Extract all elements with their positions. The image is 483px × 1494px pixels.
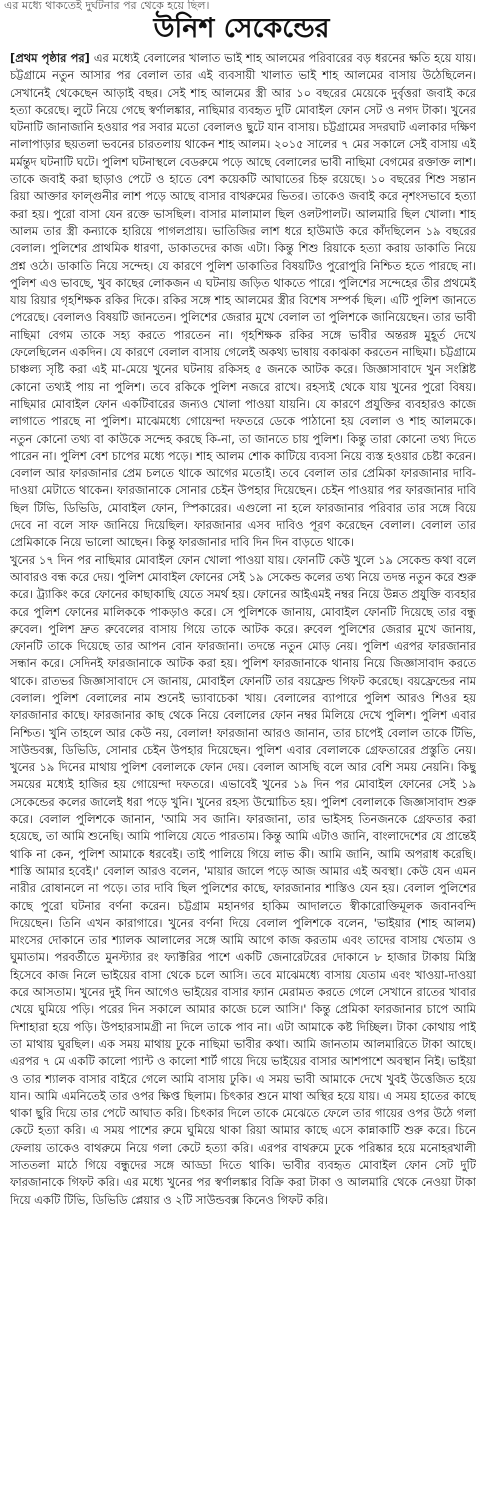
headline: উনিশ সেকেন্ডের [153, 13, 330, 44]
article-paragraph [10, 552, 476, 1209]
article-body [10, 50, 476, 1490]
paragraph-text: এর মধ্যেই বেলালের খালাত ভাই শাহ আলমের পরিবারের বড় ধরনের ক্ষতি হয়ে যায়। চট্টগ্রামে নতুন আসার পর বেলাল তার এই ব্যবসায়ী খালাত ভাই শাহ আলমের বাসায় উঠেছিলেন। সেখানেই থেকেছেন আড়াই বছর। সেই শাহ আলমের স্ত্রী আর ১০ বছরের মেয়েকে দুর্বৃত্তরা জবাই করে হত্যা করেছে। লুটে নিয়ে গেছে স্বর্ণালঙ্কার, নাছিমার ব্যবহৃত দুটি মোবাইল ফোন সেট ও নগদ টাকা। খুনের ঘটনাটি জানাজানি হওয়ার পর সবার মতো বেলালও ছুটে যান বাসায়। চট্টগ্রামের সদরঘাট এলাকার দক্ষিণ নালাপাড়ার ছয়তলা ভবনের চারতলায় থাকেন শাহ আলম। ২০১৫ সালের ৭ মের সকালে সেই বাসায় এই মর্মন্তুদ ঘটনাটি ঘটে। পুলিশ ঘটনাস্থলে বেডরুমে পড়ে আছে বেলালের ভাবী নাছিমা বেগমের রক্তাক্ত লাশ। তাকে জবাই করা ছাড়াও পেটে ও হাতে বেশ কয়েকটি আঘাতের চিহ্ন রয়েছে। ১০ বছরের শিশু সন্তান রিয়া আক্তার ফাল্গুনীর লাশ পড়ে আছে বাসার বাথরুমের ভিতর। তাকেও জবাই করে নৃশংসভাবে হত্যা করা হয়। পুরো বাসা যেন রক্তে ভাসছিল। বাসার মালামাল ছিল ওলটপালট। আলমারি ছিল খোলা। শাহ আলম তার স্ত্রী কন্যাকে হারিয়ে পাগলপ্রায়। ভাতিজির লাশ ধরে হাউমাউ করে কাঁদছিলেন ১৯ বছরের বেলাল। পুলিশের প্রাথমিক ধারণা, ডাকাতদের কাজ এটা। কিন্তু শিশু রিয়াকে হত্যা করায় ডাকাতি নিয়ে প্রশ্ন ওঠে। ডাকাতি নিয়ে সন্দেহ। যে কারণে পুলিশ ডাকাতির বিষয়টিও পুরোপুরি নিশ্চিত হতে পারছে না। পুলিশ এও ভাবছে, খুব কাছের লোকজন এ ঘটনায় জড়িত থাকতে পারে। পুলিশের সন্দেহের তীর প্রথমেই যায় রিয়ার গৃহশিক্ষক রকির দিকে। রকির সঙ্গে শাহ আলমের স্ত্রীর বিশেষ সম্পর্ক ছিল। এটি পুলিশ জানতে পেরেছে। বেলালও বিষয়টি জানতেন। পুলিশের জেরার মুখে বেলাল তা পুলিশকে জানিয়েছেন। তার ভাবী নাছিমা বেগম তাকে সহ্য করতে পারতেন না। গৃহশিক্ষক রকির সঙ্গে ভাবীর অন্তরঙ্গ মুহূর্ত দেখে ফেলেছিলেন একদিন। যে কারণে বেলাল বাসায় গেলেই অকথ্য ভাষায় বকাঝকা করতেন নাছিমা। চট্টগ্রামে চাঞ্চল্য সৃষ্টি করা এই মা-মেয়ে খুনের ঘটনায় রকিসহ ৫ জনকে আটক করে। জিজ্ঞাসাবাদে খুন সংশ্লিষ্ট কোনো তথ্যই পায় না পুলিশ। তবে রকিকে পুলিশ নজরে রাখে। রহস্যই থেকে যায় খুনের পুরো বিষয়। নাছিমার মোবাইল ফোন একটিবারের জন্যও খোলা পাওয়া যায়নি। যে কারণে প্রযুক্তির ব্যবহারও কাজে লাগাতে পারছে না পুলিশ। মাঝেমধ্যে গোয়েন্দা দফতরে ডেকে পাঠানো হয় বেলাল ও শাহ আলমকে। নতুন কোনো তথ্য বা কাউকে সন্দেহ করছে কি-না, তা জানতে চায় পুলিশ। কিন্তু তারা কোনো তথ্য দিতে পারেন না। পুলিশ বেশ চাপের মধ্যে পড়ে। শাহ আলম শোক কাটিয়ে ব্যবসা নিয়ে ব্যস্ত হওয়ার চেষ্টা করেন। বেলাল আর ফারজানার প্রেম চলতে থাকে আগের মতোই। তবে বেলাল তার প্রেমিকা ফারজানার দাবি-দাওয়া মেটাতে থাকেন। ফারজানাকে সোনার চেইন উপহার দিয়েছেন। চেইন পাওয়ার পর ফারজানার দাবি ছিল টিভি, ডিভিডি, মোবাইল ফোন, স্পিকারের। এগুলো না হলে ফারজানার পরিবার তার সঙ্গে বিয়ে দেবে না বলে সাফ জানিয়ে দিয়েছিল। ফারজানার এসব দাবিও পূরণ করেছেন বেলাল। বেলাল তার প্রেমিকাকে নিয়ে ভালো আছেন। কিন্তু ফারজানার দাবি দিন দিন বাড়তে থাকে। [10, 51, 476, 550]
article-paragraph [10, 50, 476, 552]
previous-article-fragment: এর মধ্যে থাকতেই দুর্ঘটনার পর থেকে হয়ে ছিল। [4, 0, 210, 12]
continuation-tag: [প্রথম পৃষ্ঠার পর] [10, 51, 90, 65]
paragraph-text: খুনের ১৭ দিন পর নাছিমার মোবাইল ফোন খোলা পাওয়া যায়। ফোনটি কেউ খুলে ১৯ সেকেন্ড কথা বলে আবারও বন্ধ করে দেয়। পুলিশ মোবাইল ফোনের সেই ১৯ সেকেন্ড কলের তথ্য নিয়ে তদন্ত নতুন করে শুরু করে। ট্র্যাকিং করে ফোনের কাছাকাছি যেতে সমর্থ হয়। ফোনের আইএমই নম্বর নিয়ে উন্নত প্রযুক্তি ব্যবহার করে পুলিশ ফোনের মালিককে পাকড়াও করে। সে পুলিশকে জানায়, মোবাইল ফোনটি দিয়েছে তার বন্ধু রুবেল। পুলিশ দ্রুত রুবেলের বাসায় গিয়ে তাকে আটক করে। রুবেল পুলিশের জেরার মুখে জানায়, ফোনটি তাকে দিয়েছে তার আপন বোন ফারজানা। তদন্তে নতুন মোড় নেয়। পুলিশ এরপর ফারজানার সন্ধান করে। সেদিনই ফারজানাকে আটক করা হয়। পুলিশ ফারজানাকে থানায় নিয়ে জিজ্ঞাসাবাদ করতে থাকে। রাতভর জিজ্ঞাসাবাদে সে জানায়, মোবাইল ফোনটি তার বয়ফ্রেন্ড গিফট করেছে। বয়ফ্রেন্ডের নাম বেলাল। পুলিশ বেলালের নাম শুনেই ভ্যাবাচেকা খায়। বেলালের ব্যাপারে পুলিশ আরও শিওর হয় ফারজানার কাছে। ফারজানার কাছ থেকে নিয়ে বেলালের ফোন নম্বর মিলিয়ে দেখে পুলিশ। পুলিশ এবার নিশ্চিত। খুনি তাহলে আর কেউ নয়, বেলাল! ফারজানা আরও জানান, তার চাপেই বেলাল তাকে টিভি, সাউন্ডবক্স, ডিভিডি, সোনার চেইন উপহার দিয়েছেন। পুলিশ এবার বেলালকে গ্রেফতারের প্রস্তুতি নেয়। খুনের ১৯ দিনের মাথায় পুলিশ বেলালকে ফোন দেয়। বেলাল আসছি বলে আর বেশি সময় নেয়নি। কিছু সময়ের মধ্যেই হাজির হয় গোয়েন্দা দফতরে। এভাবেই খুনের ১৯ দিন পর মোবাইল ফোনের সেই ১৯ সেকেন্ডের কলের জালেই ধরা পড়ে খুনি। খুনের রহস্য উন্মোচিত হয়। পুলিশ বেলালকে জিজ্ঞাসাবাদ শুরু করে। বেলাল পুলিশকে জানান, 'আমি সব জানি। ফারজানা, তার ভাইসহ তিনজনকে গ্রেফতার করা হয়েছে, তা আমি শুনেছি। আমি পালিয়ে যেতে পারতাম। কিন্তু আমি এটাও জানি, বাংলাদেশের যে প্রান্তেই থাকি না কেন, পুলিশ আমাকে ধরবেই। তাই পালিয়ে গিয়ে লাভ কী। আমি জানি, আমি অপরাধ করেছি। শাস্তি আমার হবেই।' বেলাল আরও বলেন, 'মায়ার জালে পড়ে আজ আমার এই অবস্থা। কেউ যেন এমন নারীর রোষানলে না পড়ে। তার দাবি ছিল পুলিশের কাছে, ফারজানার শাস্তিও যেন হয়। বেলাল পুলিশের কাছে পুরো ঘটনার বর্ণনা করেন। চট্টগ্রাম মহানগর হাকিম আদালতে স্বীকারোক্তিমূলক জবানবন্দি দিয়েছেন। তিনি এখন কারাগারে। খুনের বর্ণনা দিয়ে বেলাল পুলিশকে বলেন, 'ভাইয়ার (শাহ আলম) মাংসের দোকানে তার শ্যালক আলালের সঙ্গে আমি আগে কাজ করতাম এবং তাদের বাসায় খেতাম ও ঘুমাতাম। পরবর্তীতে মুনস্ট্যার রং ফ্যাক্টরির পাশে একটি জেনারেটরের দোকানে ৮ হাজার টাকায় মিস্ত্রি হিসেবে কাজ নিলে ভাইয়ের বাসা থেকে চলে আসি। তবে মাঝেমধ্যে বাসায় যেতাম এবং খাওয়া-দাওয়া করে আসতাম। খুনের দুই দিন আগেও ভাইয়ের বাসার ফ্যান মেরামত করতে গেলে সেখানে রাতের খাবার খেয়ে ঘুমিয়ে পড়ি। পরের দিন সকালে আমার কাজে চলে আসি।' কিন্তু প্রেমিকা ফারজানার চাপে আমি দিশাহারা হয়ে পড়ি। উপহারসামগ্রী না দিলে তাকে পাব না। এটা আমাকে কষ্ট দিচ্ছিল। টাকা কোথায় পাই তা মাথায় ঘুরছিল। এক সময় মাথায় ঢুকে নাছিমা ভাবীর কথা। আমি জানতাম আলমারিতে টাকা আছে। এরপর ৭ মে একটি কালো প্যান্ট ও কালো শার্ট গায়ে দিয়ে ভাইয়ের বাসার আশপাশে অবস্থান নিই। ভাইয়া ও তার শ্যালক বাসার বাইরে গেলে আমি বাসায় ঢুকি। এ সময় ভাবী আমাকে দেখে খুবই উত্তেজিত হয়ে যান। আমি এমনিতেই তার ওপর ক্ষিপ্ত ছিলাম। চিৎকার শুনে মাথা অস্থির হয়ে যায়। এ সময় হাতের কাছে থাকা ছুরি দিয়ে তার পেটে আঘাত করি। চিৎকার দিলে তাকে মেঝেতে ফেলে তার গায়ের ওপর উঠে গলা কেটে হত্যা করি। এ সময় পাশের রুমে ঘুমিয়ে থাকা রিয়া আমার কাছে এসে কান্নাকাটি শুরু করে। চিনে ফেলায় তাকেও বাথরুমে নিয়ে গলা কেটে হত্যা করি। এরপর বাথরুমে ঢুকে পরিষ্কার হয়ে মনোহরখালী সাততলা মাঠে গিয়ে বন্ধুদের সঙ্গে আড্ডা দিতে থাকি। ভাবীর ব্যবহৃত মোবাইল ফোন সেট দুটি ফারজানাকে গিফট করি। এর মধ্যে খুনের পর স্বর্ণালঙ্কার বিক্রি করা টাকা ও আলমারি থেকে নেওয়া টাকা দিয়ে একটি টিভি, ডিভিডি প্লেয়ার ও ২টি সাউন্ডবক্স কিনেও গিফট করি। [10, 552, 476, 1207]
